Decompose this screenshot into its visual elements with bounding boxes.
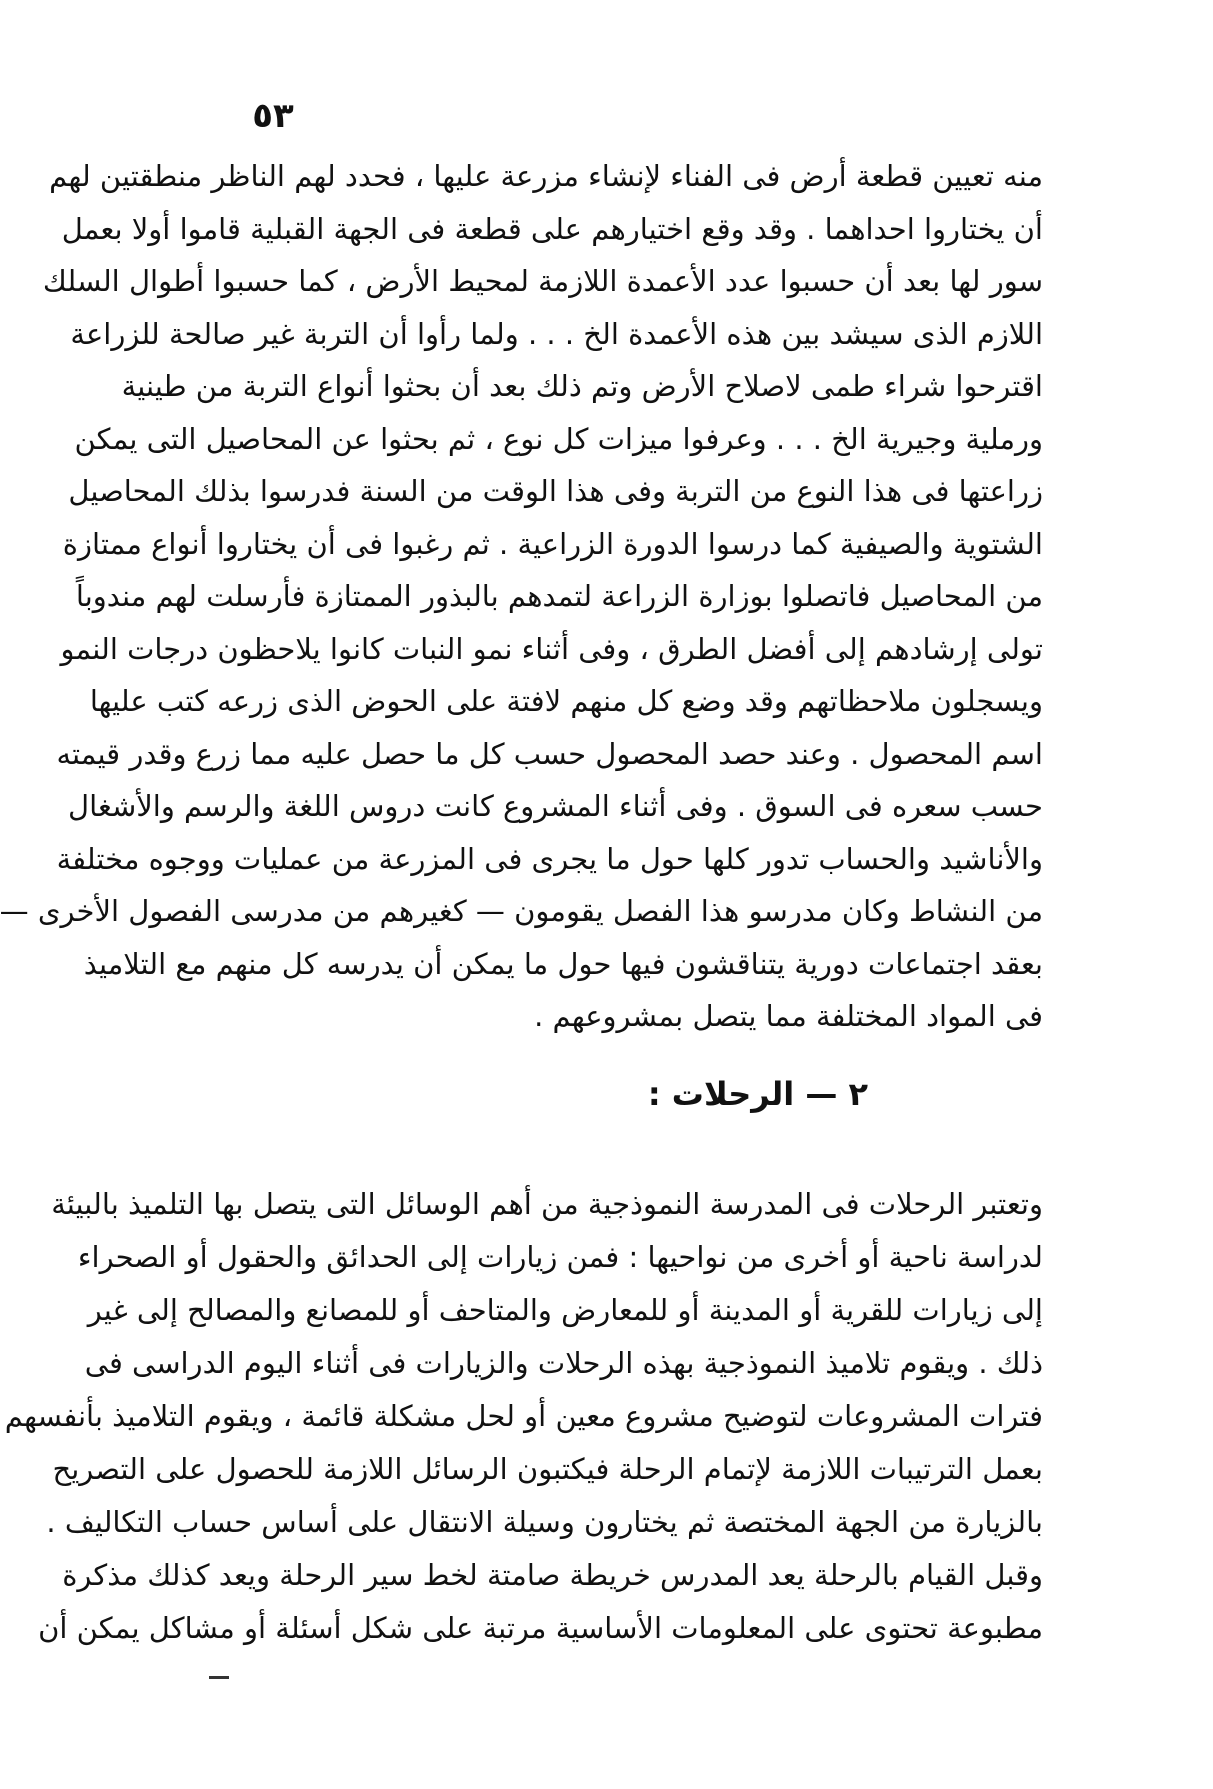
text-line: الشتوية والصيفية كما درسوا الدورة الزراعية . ثم رغبوا فى أن يختاروا أنواع ممتازة — [62, 526, 1043, 561]
paragraph-trips — [4, 1178, 1043, 1655]
section-heading-trips: ٢ — الرحلات : — [647, 1075, 868, 1113]
text-line: والأناشيد والحساب تدور كلها حول ما يجرى فى المزرعة من عمليات ووجوه مختلفة — [56, 841, 1043, 876]
text-line: فى المواد المختلفة مما يتصل بمشروعهم . — [534, 999, 1043, 1033]
text-line: اسم المحصول . وعند حصد المحصول حسب كل ما حصل عليه مما زرع وقدر قيمته — [56, 736, 1043, 771]
text-line: بعمل الترتيبات اللازمة لإتمام الرحلة فيكتبون الرسائل اللازمة للحصول على التصريح — [52, 1452, 1043, 1486]
text-line: اقترحوا شراء طمى لاصلاح الأرض وتم ذلك بعد أن بحثوا أنواع التربة من طينية — [121, 369, 1043, 403]
text-line: إلى زيارات للقرية أو المدينة أو للمعارض والمتاحف أو للمصانع والمصالح إلى غير — [87, 1293, 1043, 1327]
paragraph-school-farm-project — [0, 150, 1043, 1043]
page-number: ٥٣ — [252, 96, 294, 136]
text-line: بالزيارة من الجهة المختصة ثم يختارون وسيلة الانتقال على أساس حساب التكاليف . — [46, 1505, 1043, 1539]
text-line: أن يختاروا احداهما . وقد وقع اختيارهم على قطعة فى الجهة القبلية قاموا أولا بعمل — [61, 211, 1043, 246]
text-line: وقبل القيام بالرحلة يعد المدرس خريطة صامتة لخط سير الرحلة ويعد كذلك مذكرة — [62, 1558, 1043, 1592]
text-line: زراعتها فى هذا النوع من التربة وفى هذا الوقت من السنة فدرسوا بذلك المحاصيل — [68, 474, 1043, 508]
text-line: سور لها بعد أن حسبوا عدد الأعمدة اللازمة لمحيط الأرض ، كما حسبوا أطوال السلك — [42, 264, 1043, 298]
text-line: ورملية وجيرية الخ . . . وعرفوا ميزات كل نوع ، ثم بحثوا عن المحاصيل التى يمكن — [74, 421, 1043, 456]
text-line: من المحاصيل فاتصلوا بوزارة الزراعة لتمدهم بالبذور الممتازة فأرسلت لهم مندوباً — [75, 579, 1043, 613]
text-line: مطبوعة تحتوى على المعلومات الأساسية مرتبة على شكل أسئلة أو مشاكل يمكن أن — [38, 1611, 1043, 1645]
footer-dash-mark — [209, 1676, 229, 1679]
text-line: فترات المشروعات لتوضيح مشروع معين أو لحل مشكلة قائمة ، ويقوم التلاميذ بأنفسهم — [4, 1399, 1043, 1433]
text-line: من النشاط وكان مدرسو هذا الفصل يقومون — كغيرهم من مدرسى الفصول الأخرى — — [0, 894, 1043, 928]
text-line: بعقد اجتماعات دورية يتناقشون فيها حول ما يمكن أن يدرسه كل منهم مع التلاميذ — [83, 946, 1043, 981]
text-line: لدراسة ناحية أو أخرى من نواحيها : فمن زيارات إلى الحدائق والحقول أو الصحراء — [77, 1240, 1043, 1274]
text-line: ويسجلون ملاحظاتهم وقد وضع كل منهم لافتة على الحوض الذى زرعه كتب عليها — [89, 684, 1043, 718]
text-line: حسب سعره فى السوق . وفى أثناء المشروع كانت دروس اللغة والرسم والأشغال — [68, 789, 1043, 823]
text-line: تولى إرشادهم إلى أفضل الطرق ، وفى أثناء نمو النبات كانوا يلاحظون درجات النمو — [60, 631, 1043, 666]
text-line: اللازم الذى سيشد بين هذه الأعمدة الخ . . . ولما رأوا أن التربة غير صالحة للزراعة — [70, 316, 1043, 351]
text-line: ذلك . ويقوم تلاميذ النموذجية بهذه الرحلات والزيارات فى أثناء اليوم الدراسى فى — [84, 1346, 1043, 1380]
text-line: منه تعيين قطعة أرض فى الفناء لإنشاء مزرعة عليها ، فحدد لهم الناظر منطقتين لهم — [49, 159, 1043, 193]
text-line: وتعتبر الرحلات فى المدرسة النموذجية من أهم الوسائل التى يتصل بها التلميذ بالبيئة — [51, 1187, 1043, 1221]
